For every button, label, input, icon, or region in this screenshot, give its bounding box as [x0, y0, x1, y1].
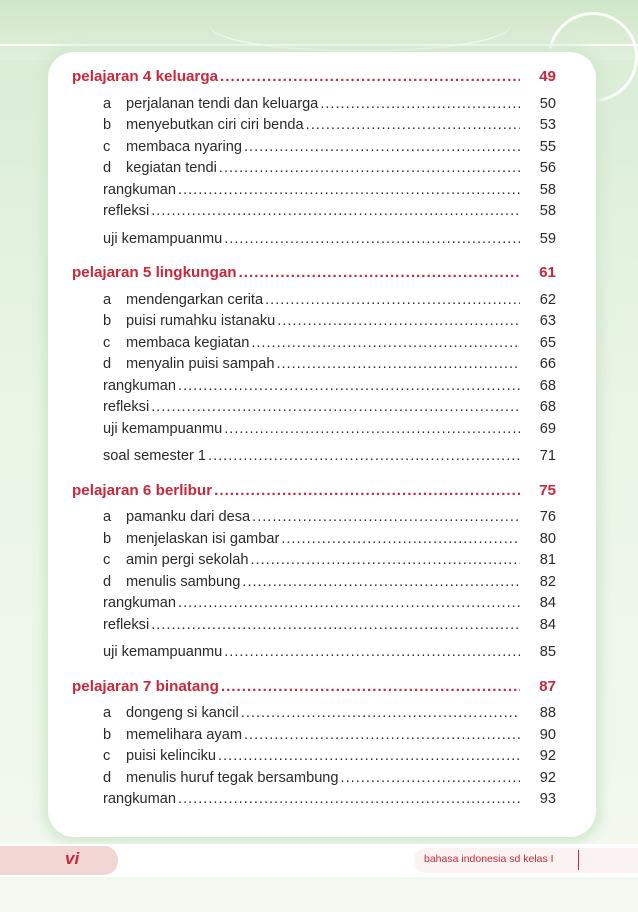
toc-item[interactable]	[72, 137, 556, 159]
toc-item[interactable]	[72, 290, 556, 312]
entry-page-number: 63	[539, 313, 556, 329]
entry-page-number: 81	[539, 552, 556, 568]
entry-page-number: 68	[539, 377, 556, 394]
chapter-heading[interactable]	[72, 66, 556, 88]
entry-page-number: 92	[539, 748, 556, 764]
entry-page-number: 62	[539, 291, 556, 308]
dot-leader	[224, 229, 520, 251]
dot-leader	[252, 507, 520, 529]
toc-extra[interactable]	[72, 789, 556, 811]
toc-item[interactable]	[72, 115, 556, 137]
dot-leader	[320, 94, 520, 116]
entry-page-number: 59	[539, 230, 556, 247]
toc-extra[interactable]	[72, 201, 556, 223]
toc-item[interactable]	[72, 768, 556, 790]
entry-page-number: 61	[539, 264, 556, 281]
dot-leader	[151, 397, 520, 419]
toc-extra[interactable]	[72, 615, 556, 637]
dot-leader	[151, 201, 520, 223]
entry-title: rangkuman	[103, 181, 177, 198]
entry-page-number: 50	[539, 95, 556, 112]
dot-leader	[221, 676, 520, 698]
entry-page-number: 76	[539, 509, 556, 525]
dot-leader	[178, 376, 520, 398]
entry-title: perjalanan tendi dan keluarga	[126, 95, 319, 112]
entry-title: pamanku dari desa	[126, 509, 251, 525]
entry-title: membaca kegiatan	[126, 334, 250, 351]
entry-page-number: 53	[539, 117, 556, 133]
entry-title: uji kemampuanmu	[103, 420, 223, 437]
spacer	[72, 468, 556, 480]
spacer	[72, 250, 556, 262]
entry-page-number: 92	[539, 769, 556, 786]
item-letter: c	[103, 138, 111, 155]
dot-leader	[241, 703, 520, 725]
entry-title: refleksi	[103, 203, 150, 219]
book-title: bahasa indonesia sd kelas I	[424, 853, 554, 865]
dot-leader	[281, 529, 520, 551]
toc-item[interactable]	[72, 94, 556, 116]
toc-extra[interactable]	[72, 180, 556, 202]
entry-title: menjelaskan isi gambar	[126, 530, 280, 547]
entry-page-number: 66	[539, 356, 556, 372]
entry-page-number: 69	[539, 420, 556, 437]
entry-title: soal semester 1	[103, 448, 207, 464]
dot-leader	[178, 789, 520, 811]
chapter-heading[interactable]	[72, 262, 556, 284]
entry-title: puisi kelinciku	[126, 748, 217, 764]
toc-closing[interactable]	[72, 642, 556, 664]
dot-leader	[214, 480, 520, 502]
entry-page-number: 82	[539, 573, 556, 590]
item-letter: a	[103, 291, 112, 308]
entry-title: rangkuman	[103, 595, 177, 611]
entry-page-number: 84	[539, 595, 556, 611]
entry-title: rangkuman	[103, 791, 177, 807]
entry-page-number: 65	[539, 334, 556, 351]
entry-page-number: 56	[539, 160, 556, 176]
item-letter: d	[103, 573, 112, 590]
toc-item[interactable]	[72, 311, 556, 333]
entry-title: pelajaran 5 lingkungan	[72, 264, 237, 281]
table-of-contents	[72, 66, 556, 811]
toc-item[interactable]	[72, 572, 556, 594]
entry-page-number: 75	[539, 481, 556, 499]
item-letter: b	[103, 313, 112, 329]
entry-page-number: 71	[539, 448, 556, 464]
footer-tab-left	[0, 846, 62, 875]
entry-title: pelajaran 7 binatang	[72, 677, 219, 695]
item-letter: c	[103, 334, 111, 351]
entry-title: rangkuman	[103, 377, 177, 394]
item-letter: d	[103, 160, 112, 176]
item-letter: a	[103, 95, 112, 112]
entry-title: puisi rumahku istanaku	[126, 313, 276, 329]
entry-page-number: 87	[539, 677, 556, 695]
dot-leader	[242, 572, 520, 594]
dot-leader	[239, 262, 520, 284]
dot-leader	[251, 550, 521, 572]
entry-page-number: 68	[539, 399, 556, 415]
entry-title: pelajaran 6 berlibur	[72, 481, 213, 499]
entry-title: refleksi	[103, 616, 150, 633]
entry-title: menyebutkan ciri ciri benda	[126, 117, 304, 133]
entry-page-number: 80	[539, 530, 556, 547]
spacer	[72, 664, 556, 676]
toc-item[interactable]	[72, 354, 556, 376]
entry-page-number: 88	[539, 705, 556, 721]
entry-page-number: 58	[539, 181, 556, 198]
entry-title: menyalin puisi sampah	[126, 356, 275, 372]
entry-page-number: 49	[539, 68, 556, 85]
dot-leader	[265, 290, 520, 312]
item-letter: a	[103, 705, 112, 721]
entry-title: memelihara ayam	[126, 726, 242, 743]
chapter-heading[interactable]	[72, 676, 556, 698]
header-curve	[210, 0, 510, 52]
dot-leader	[220, 66, 520, 88]
dot-leader	[276, 354, 520, 376]
dot-leader	[224, 642, 520, 664]
dot-leader	[277, 311, 520, 333]
entry-title: pelajaran 4 keluarga	[72, 68, 219, 85]
entry-title: mendengarkan cerita	[126, 291, 264, 308]
entry-page-number: 84	[539, 616, 556, 633]
entry-title: refleksi	[103, 399, 150, 415]
toc-item[interactable]	[72, 529, 556, 551]
toc-extra[interactable]	[72, 593, 556, 615]
dot-leader	[244, 725, 520, 747]
dot-leader	[178, 180, 520, 202]
item-letter: b	[103, 726, 112, 743]
dot-leader	[151, 615, 520, 637]
dot-leader	[251, 333, 520, 355]
toc-closing[interactable]	[72, 229, 556, 251]
item-letter: d	[103, 356, 112, 372]
dot-leader	[219, 158, 520, 180]
item-letter: b	[103, 530, 112, 547]
dot-leader	[208, 446, 520, 468]
dot-leader	[178, 593, 520, 615]
toc-item[interactable]	[72, 703, 556, 725]
entry-page-number: 90	[539, 726, 556, 743]
entry-title: menulis huruf tegak bersambung	[126, 769, 339, 786]
dot-leader	[306, 115, 520, 137]
entry-page-number: 93	[539, 791, 556, 807]
entry-page-number: 55	[539, 138, 556, 155]
entry-title: uji kemampuanmu	[103, 230, 223, 247]
toc-extra[interactable]	[72, 376, 556, 398]
dot-leader	[244, 137, 520, 159]
page-number: vi	[65, 849, 80, 868]
entry-title: amin pergi sekolah	[126, 552, 249, 568]
item-letter: a	[103, 509, 112, 525]
chapter-heading[interactable]	[72, 480, 556, 502]
dot-leader	[224, 419, 520, 441]
footer-rule	[578, 850, 579, 870]
entry-title: dongeng si kancil	[126, 705, 239, 721]
item-letter: d	[103, 769, 112, 786]
entry-title: menulis sambung	[126, 573, 241, 590]
item-letter: b	[103, 117, 112, 133]
entry-title: membaca nyaring	[126, 138, 242, 155]
toc-item[interactable]	[72, 746, 556, 768]
toc-item[interactable]	[72, 507, 556, 529]
toc-item[interactable]	[72, 725, 556, 747]
toc-extra[interactable]	[72, 397, 556, 419]
entry-page-number: 85	[539, 644, 556, 660]
dot-leader	[218, 746, 520, 768]
entry-page-number: 58	[539, 203, 556, 219]
toc-item[interactable]	[72, 333, 556, 355]
toc-closing[interactable]	[72, 446, 556, 468]
item-letter: c	[103, 748, 111, 764]
toc-item[interactable]	[72, 158, 556, 180]
entry-title: uji kemampuanmu	[103, 644, 223, 660]
dot-leader	[341, 768, 520, 790]
toc-item[interactable]	[72, 550, 556, 572]
toc-extra[interactable]	[72, 419, 556, 441]
entry-title: kegiatan tendi	[126, 160, 217, 176]
item-letter: c	[103, 552, 111, 568]
